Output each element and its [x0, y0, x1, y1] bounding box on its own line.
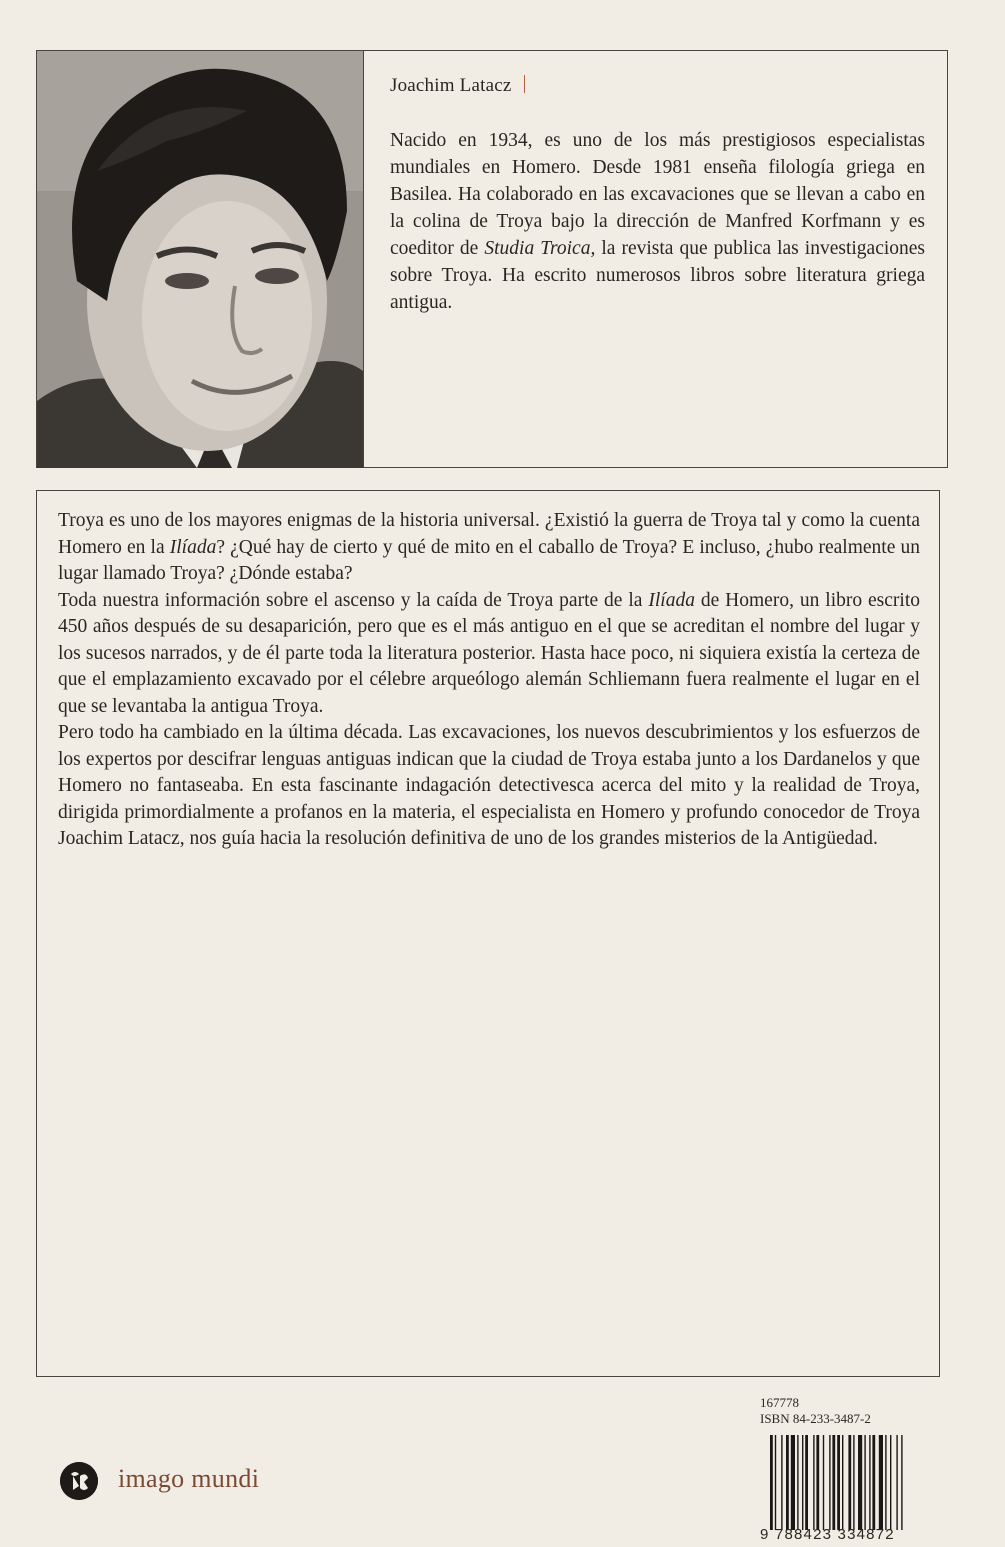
isbn-text: ISBN 84-233-3487-2	[760, 1411, 871, 1426]
synopsis-paragraph-2	[58, 588, 920, 721]
synopsis-paragraph-1	[58, 508, 920, 588]
synopsis-p1-a: Troya es uno de los mayores enigmas de la historia universal. ¿Existió la guerra de Troya tal y como la cuenta Homero en la	[58, 510, 920, 558]
barcode-area	[760, 1395, 965, 1543]
synopsis-p2-b: de Homero, un libro escrito 450 años después de su desaparición, pero que es el más antiguo en el que se acreditan el nombre del lugar y los sucesos narrados, y de él parte toda la literatura posterior. Hasta hace poco, ni siquiera existía la certeza de que el emplazamiento excavado por el célebre arqueólogo alemán Schliemann fuera realmente el lugar en el que se levantaba la antigua Troya.	[58, 589, 920, 717]
synopsis-p2-title: Ilíada	[648, 589, 695, 611]
barcode-digits: 9 788423 334872	[760, 1526, 895, 1543]
synopsis-panel	[36, 490, 940, 1377]
author-name	[390, 75, 925, 97]
publisher-imprint: imago mundi	[118, 1464, 260, 1493]
accent-divider	[524, 75, 525, 93]
bio-journal-title: Studia Troica,	[484, 238, 596, 259]
author-bio	[390, 127, 925, 316]
synopsis-p1-title: Ilíada	[169, 536, 217, 558]
author-photo	[37, 51, 364, 468]
synopsis-p2-a: Toda nuestra información sobre el ascenso y la caída de Troya parte de la	[58, 589, 649, 611]
bio-text-1: Nacido en 1934, es uno de los más prestigiosos especialistas mundiales en Homero. Desde 1981 enseña filología griega en Basilea. Ha colaborado en las excavaciones que se llevan a cabo en la colina de Troya bajo la dirección de Manfred Korfmann y es coeditor de	[390, 130, 925, 259]
synopsis-paragraph-3: Pero todo ha cambiado en la última década. Las excavaciones, los nuevos descubrimientos y los esfuerzos de los expertos por descifrar lenguas antiguas indican que la ciudad de Troya estaba junto a los Dardanelos y que Homero no fantaseaba. En esta fascinante indagación detectivesca acerca del mito y la realidad de Troya, dirigida primordialmente a profanos en la materia, el especialista en Homero y profundo conocedor de Troya Joachim Latacz, nos guía hacia la resolución definitiva de uno de los grandes misterios de la Antigüedad.	[58, 722, 920, 849]
author-panel	[36, 50, 948, 468]
publisher-logo-icon	[60, 1462, 98, 1500]
author-portrait-image	[37, 51, 363, 468]
synopsis-text	[58, 508, 920, 853]
product-code: 167778	[760, 1395, 799, 1410]
author-info	[390, 75, 925, 316]
author-name-text: Joachim Latacz	[390, 75, 512, 96]
barcode-icon	[770, 1435, 945, 1530]
synopsis-p1-b: ? ¿Qué hay de cierto y qué de mito en el caballo de Troya? E incluso, ¿hubo realmente un lugar llamado Troya? ¿Dónde estaba?	[58, 536, 920, 584]
bio-text-2: la revista que publica las investigaciones sobre Troya. Ha escrito numerosos libros sobre literatura griega antigua.	[390, 238, 926, 313]
